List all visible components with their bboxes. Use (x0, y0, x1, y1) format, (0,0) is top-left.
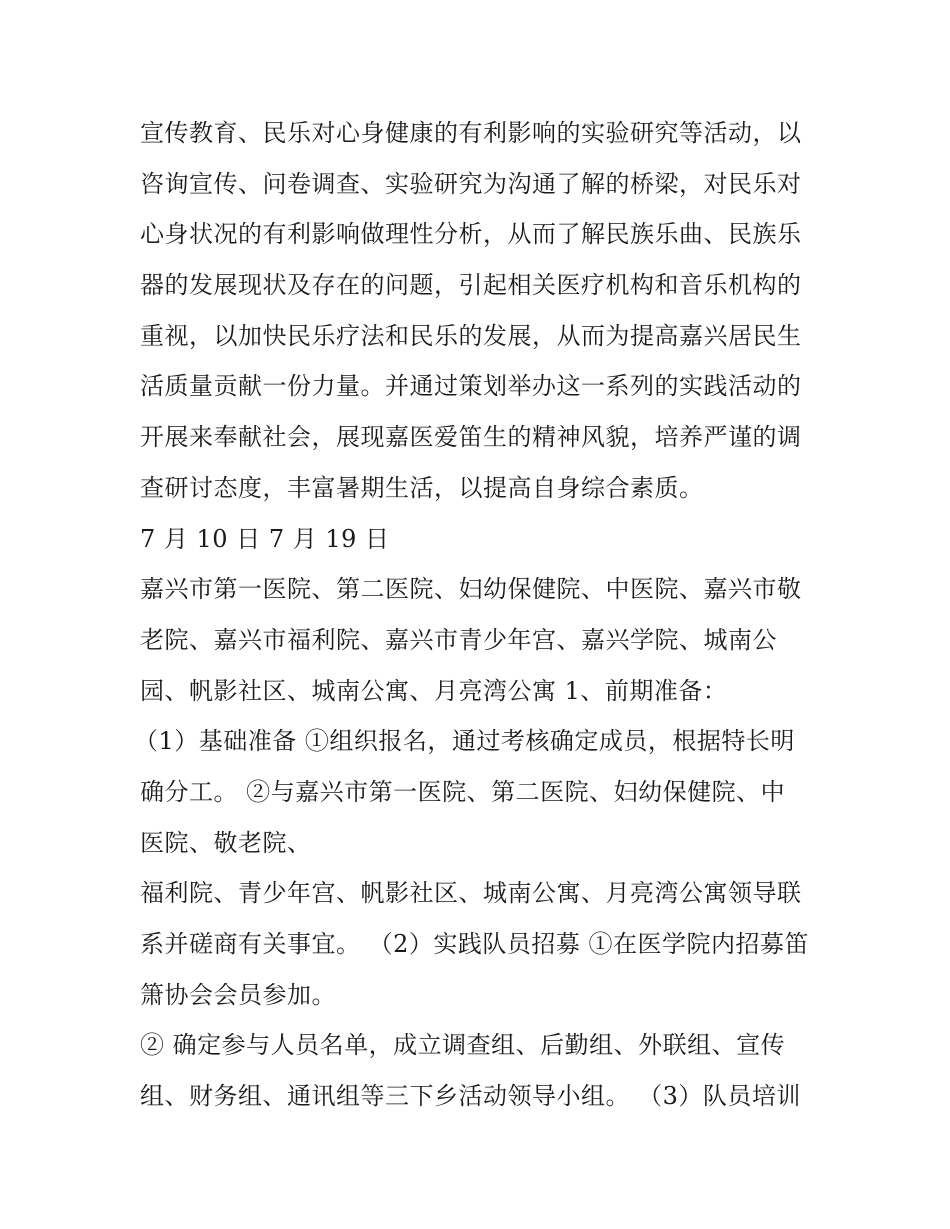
text-line: 老院、嘉兴市福利院、嘉兴市青少年宫、嘉兴学院、城南公 (140, 625, 777, 654)
text-line: 箫协会会员参加。 (140, 980, 336, 1009)
text-line: 确分工。 ②与嘉兴市第一医院、第二医院、妇幼保健院、中 (140, 777, 786, 806)
text-line: 开展来奉献社会，展现嘉医爱笛生的精神风貌，培养严谨的调 (140, 423, 802, 452)
text-line: 园、帆影社区、城南公寓、月亮湾公寓 1、前期准备： (140, 676, 728, 705)
body-text (134, 108, 820, 1122)
text-line: 活质量贡献一份力量。并通过策划举办这一系列的实践活动的 (140, 372, 802, 401)
text-line: ② 确定参与人员名单，成立调查组、后勤组、外联组、宣传 (140, 1031, 786, 1060)
text-line: 嘉兴市第一医院、第二医院、妇幼保健院、中医院、嘉兴市敬 (140, 575, 802, 604)
text-line: 查研讨态度，丰富暑期生活，以提高自身综合素质。 (140, 473, 704, 502)
text-line: 福利院、青少年宫、帆影社区、城南公寓、月亮湾公寓领导联 (140, 879, 802, 908)
text-line: 重视，以加快民乐疗法和民乐的发展，从而为提高嘉兴居民生 (140, 321, 802, 350)
text-line: 组、财务组、通讯组等三下乡活动领导小组。 （3）队员培训 (140, 1082, 801, 1111)
text-line: 宣传教育、民乐对心身健康的有利影响的实验研究等活动，以 (140, 119, 802, 147)
date-range-line: 7 月 10 日 7 月 19 日 (140, 524, 390, 553)
text-line: 医院、敬老院、 (140, 828, 312, 857)
text-line: （1）基础准备 ①组织报名，通过考核确定成员，根据特长明 (134, 727, 795, 756)
text-line: 咨询宣传、问卷调查、实验研究为沟通了解的桥梁，对民乐对 (140, 169, 802, 198)
text-line: 器的发展现状及存在的问题，引起相关医疗机构和音乐机构的 (140, 271, 802, 300)
text-line: 心身状况的有利影响做理性分析，从而了解民族乐曲、民族乐 (140, 220, 802, 249)
text-line: 系并磋商有关事宜。 （2）实践队员招募 ①在医学院内招募笛 (140, 930, 810, 958)
